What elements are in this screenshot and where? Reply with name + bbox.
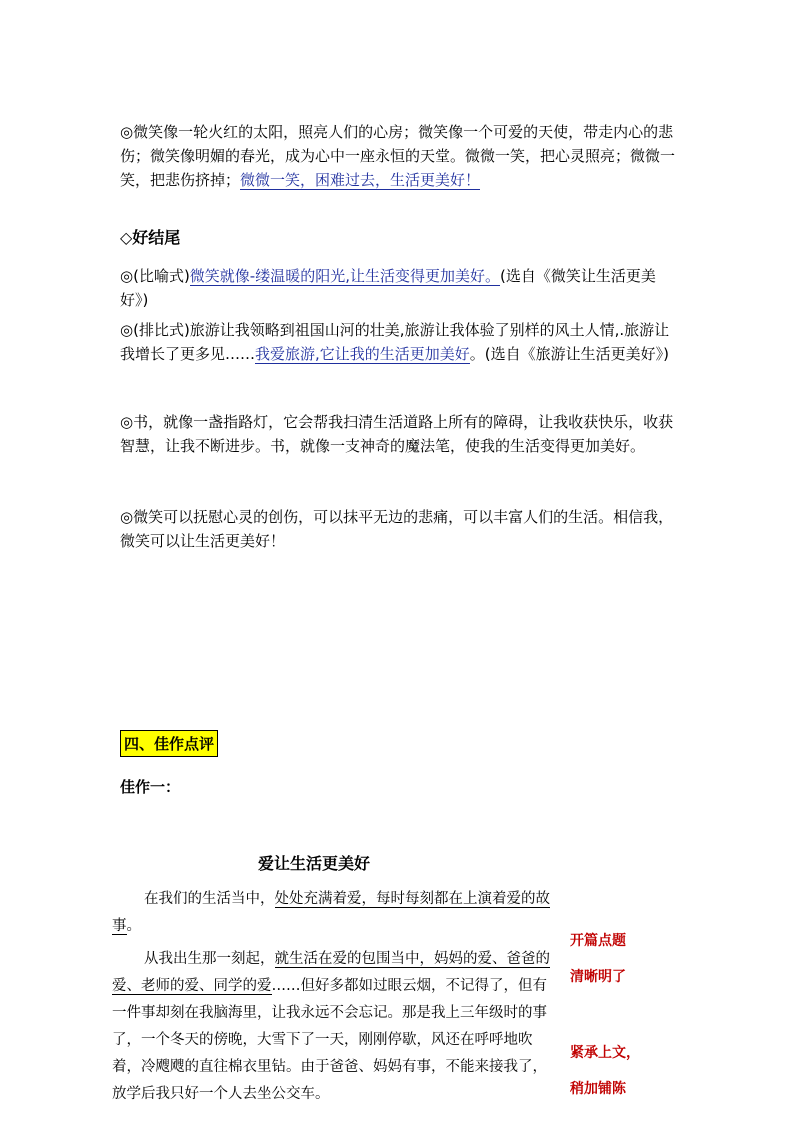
essay-text: 在我们的生活当中，: [144, 891, 275, 907]
essay-label: 佳作一：: [120, 778, 181, 796]
underlined-sentence: 微微一笑，困难过去，生活更美好！: [240, 171, 481, 189]
margin-note: 开篇点题: [570, 933, 626, 949]
paragraph-parallelism: [120, 318, 680, 366]
underlined-sentence: 我爱旅游,它让我的生活更加美好: [255, 345, 470, 363]
essay-paragraph-1: [112, 886, 552, 940]
essay-text: 。: [126, 918, 141, 934]
paragraph-smile-comfort: ◎微笑可以抚慰心灵的创伤，可以抹平无边的悲痛，可以丰富人们的生活。相信我，微笑可以让生活更美好！: [120, 508, 674, 550]
section-title-highlighted: 四、佳作点评: [120, 730, 218, 757]
paragraph-prefix: ◎(比喻式): [120, 267, 190, 285]
essay-title: 爱让生活更美好: [258, 854, 371, 873]
essay-paragraph-2: [112, 946, 552, 1108]
paragraph-smile-sun: [120, 120, 680, 192]
source-note: (选自《微笑让生活更美好》): [120, 267, 656, 309]
margin-note: 清晰明了: [570, 969, 626, 985]
underlined-sentence: 微笑就像-缕温暖的阳光,让生活变得更加美好。: [189, 267, 500, 285]
section-heading-good-ending: ◇好结尾: [120, 228, 181, 247]
source-note: 。(选自《旅游让生活更美好》): [469, 345, 670, 363]
margin-note: 稍加铺陈: [570, 1081, 626, 1097]
paragraph-book: ◎书，就像一盏指路灯，它会帮我扫清生活道路上所有的障碍，让我收获快乐，收获智慧，让我不断进步。书，就像一支神奇的魔法笔，使我的生活变得更加美好。: [120, 413, 674, 455]
essay-underlined: 处处充满着爱，每时每刻都在上演着爱的故事: [112, 891, 550, 934]
essay-underlined: 就生活在爱的包围当中，妈妈的爱、爸爸的爱、老师的爱、同学的爱: [112, 951, 550, 994]
paragraph-text: ◎微笑像一轮火红的太阳，照亮人们的心房；微笑像一个可爱的天使，带走内心的悲伤；微笑像明媚的春光，成为心中一座永恒的天堂。微微一笑，把心灵照亮；微微一笑，把悲伤挤掉；: [120, 123, 676, 189]
paragraph-metaphor: [120, 264, 680, 312]
paragraph-text: ◎(排比式)旅游让我领略到祖国山河的壮美,旅游让我体验了别样的风土人情,.旅游让我增长了更多见……: [120, 321, 670, 363]
margin-note: 紧承上文，: [570, 1045, 640, 1061]
essay-text: ……但好多都如过眼云烟，不记得了，但有一件事却刻在我脑海里，让我永远不会忘记。那是我上三年级时的事了，一个冬天的傍晚，大雪下了一天，刚刚停歇，风还在呼呼地吹着，冷飕飕的直往棉衣里钻。由于爸爸、妈妈有事，不能来接我了，放学后我只好一个人去坐公交车。: [112, 978, 547, 1102]
essay-text: 从我出生那一刻起，: [144, 951, 275, 967]
